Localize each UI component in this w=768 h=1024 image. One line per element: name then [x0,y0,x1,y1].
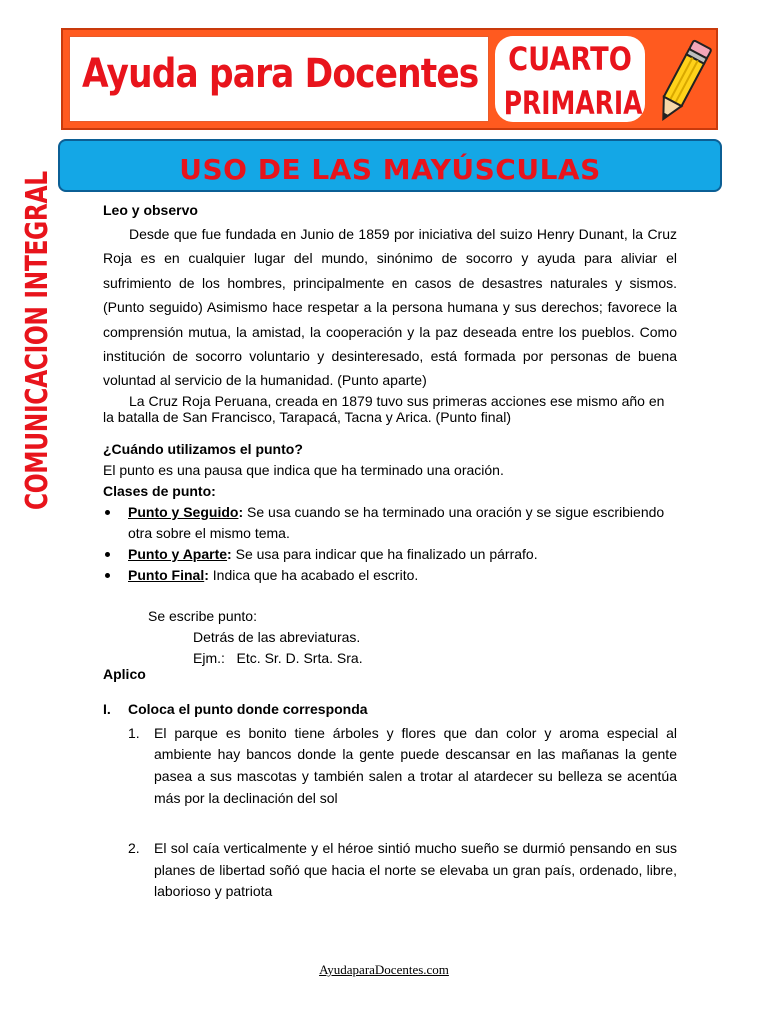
class-description: Se usa cuando se ha terminado una oración y se sigue escribiendo otra sobre el mismo tema. [128,503,665,541]
list-item [103,565,677,586]
banner-title-box [69,36,489,122]
header-banner [61,28,718,130]
item-text: El sol caía verticalmente y el héroe sintió mucho sueño se durmió pensando en sus planes de libertad soñó que hacia el norte se elevaba un gran país, ordenado, libre, laborioso y patriota [154,840,677,900]
class-description: Indica que ha acabado el escrito. [208,566,419,583]
exercise-title-row [103,699,677,720]
exercise-title: Coloca el punto donde corresponda [128,700,368,717]
exercise-item-1 [103,723,677,809]
grade-line-2: PRIMARIA [503,84,643,122]
item-number: 1. [128,724,140,741]
exercise-number: I. [103,700,111,717]
class-term: Punto Final [128,566,205,583]
point-answer: El punto es una pausa que indica que ha terminado una oración. [103,461,504,478]
worksheet-content [103,200,677,903]
exercise-item-2 [103,838,677,903]
subject-side-label [20,171,60,510]
site-title: Ayuda para Docentes [82,51,479,97]
pencil-icon [651,34,715,130]
class-term: Punto y Aparte [128,545,228,562]
item-number: 2. [128,840,140,857]
class-term: Punto y Seguido [128,503,239,520]
also-item: Detrás de las abreviaturas. [193,628,361,645]
class-description: Se usa para indicar que ha finalizado un párrafo. [231,545,538,562]
class-colon: : [227,545,232,562]
apply-heading: Aplico [103,665,146,682]
topic-bar [58,139,722,192]
exercise-list [103,723,677,903]
subject-side-label-text: COMUNICACION INTEGRAL [20,171,55,510]
point-classes-heading: Clases de punto: [103,482,216,499]
class-colon: : [204,566,209,583]
abbreviation-example: Ejm.: Etc. Sr. D. Srta. Sra. [193,649,363,666]
read-heading: Leo y observo [103,202,198,218]
point-question: ¿Cuándo utilizamos el punto? [103,440,303,457]
grade-badge [495,36,645,122]
read-paragraph-1: Desde que fue fundada en Junio de 1859 por iniciativa del suizo Henry Dunant, la Cruz Roja es en cualquier lugar del mundo, sinónimo de socorro y ayuda para aliviar el sufrimiento de los hombres, principalmente en casos de desastres naturales y sismos. (Punto seguido) Asimismo hace respetar a la persona humana y sus derechos; favorece la comprensión mutua, la amistad, la cooperación y la paz deseada entre los pueblos. Como institución de socorro voluntario y desinteresado, está formada por personas de buena voluntad al servicio de la humanidad. (Punto aparte) [103,226,677,389]
read-paragraph-2: La Cruz Roja Peruana, creada en 1879 tuvo sus primeras acciones ese mismo año en la batalla de San Francisco, Tarapacá, Tacna y Arica. (Punto final) [103,392,665,425]
class-colon: : [238,503,244,520]
item-text: El parque es bonito tiene árboles y flores que dan color y aroma especial al ambiente hay bancos donde la gente puede descansar en las mañanas la gente pasea a sus mascotas y también salen a trotar al atardecer su belleza se acentúa más por la declinación del sol [154,724,677,806]
list-item [103,502,677,544]
point-classes-list [103,502,677,586]
grade-line-1: CUARTO [508,40,632,78]
also-label: Se escribe punto: [148,607,257,624]
list-item [103,544,677,565]
topic-title: USO DE LAS MAYÚSCULAS [179,153,601,186]
footer-link[interactable]: AyudaparaDocentes.com [319,962,449,977]
